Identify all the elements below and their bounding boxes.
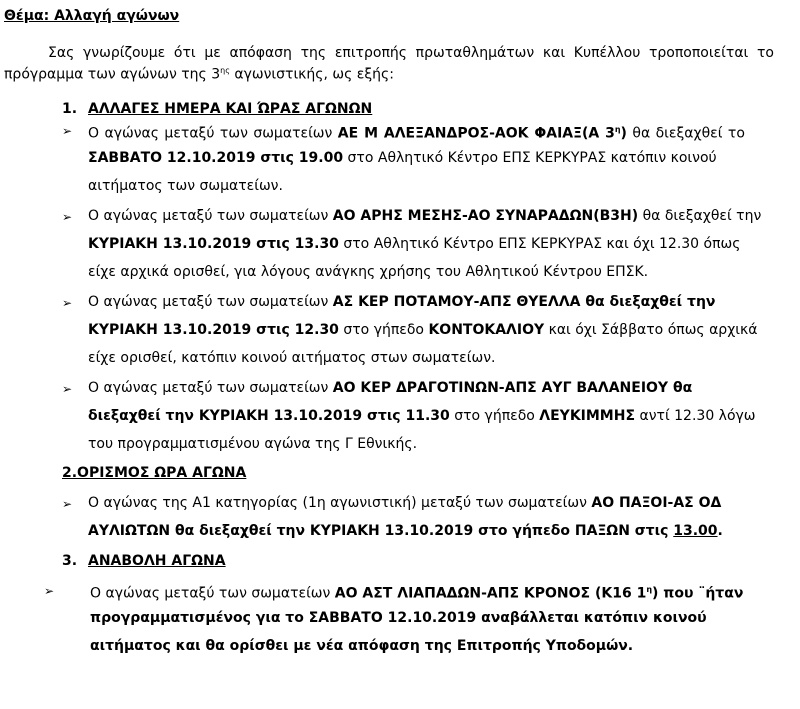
bullet-arrow-icon: ➢ bbox=[44, 584, 55, 598]
bullet-arrow-icon: ➢ bbox=[62, 497, 73, 511]
s2-item-1: Ο αγώνας της Α1 κατηγορίας (1η αγωνιστική) μεταξύ των σωματείων ΑΟ ΠΑΞΟΙ-ΑΣ ΟΔ ΑΥΛΙΩΤΩΝ θα διεξαχθεί την ΚΥΡΙΑΚΗ 13.10.2019 στο γήπεδο ΠΑΞΩΝ στις 13.00. bbox=[88, 495, 723, 539]
subject-heading: Θέμα: Αλλαγή αγώνων bbox=[4, 8, 180, 24]
bullet-arrow-icon: ➢ bbox=[62, 382, 73, 396]
s1-item-4: Ο αγώνας μεταξύ των σωματείων ΑΟ ΚΕΡ ΔΡΑΓΟΤΙΝΩΝ-ΑΠΣ ΑΥΓ ΒΑΛΑΝΕΙΟΥ θα διεξαχθεί την ΚΥΡΙΑΚΗ 13.10.2019 στις 11.30 στο γήπεδο ΛΕΥΚΙΜΜΗΣ αντί 12.30 λόγω του προγραμματισμένου αγώνα της Γ Εθνικής. bbox=[88, 380, 756, 452]
intro-line-1: Σας γνωρίζουμε ότι με απόφαση της επιτροπής πρωταθλημάτων και Κυπέλλου τροποποιείται το bbox=[48, 45, 774, 61]
section-1-heading: 1. ΑΛΛΑΓΕΣ ΗΜΕΡΑ ΚΑΙ ΏΡΑΣ ΑΓΩΝΩΝ bbox=[62, 101, 373, 117]
bullet-arrow-icon: ➢ bbox=[62, 296, 73, 310]
s1-item-1: Ο αγώνας μεταξύ των σωματείων ΑΕ Μ ΑΛΕΞΑΝΔΡΟΣ-ΑΟΚ ΦΑΙΑΞ(Α $3^\eta$) θα διεξαχθεί το ΣΑΒΒΑΤΟ 12.10.2019 στις 19.00 στο Αθλητικό Κέντρο ΕΠΣ ΚΕΡΚΥΡΑΣ κατόπιν κοινού αιτήματος των σωματείων. bbox=[88, 125, 745, 194]
intro-line-2: πρόγραμμα των αγώνων της $3^{\eta\varsigma}$ αγωνιστικής, ως εξής: bbox=[4, 66, 394, 83]
section-3-heading: 3. ΑΝΑΒΟΛΗ ΑΓΩΝΑ bbox=[62, 553, 226, 569]
intro-paragraph bbox=[4, 44, 774, 84]
bullet-arrow-icon: ➢ bbox=[62, 124, 73, 138]
section-2-heading: 2.ΟΡΙΣΜΟΣ ΩΡΑ ΑΓΩΝΑ bbox=[62, 465, 247, 481]
s3-item-1: Ο αγώνας μεταξύ των σωματείων ΑΟ ΑΣΤ ΛΙΑΠΑΔΩΝ-ΑΠΣ ΚΡΟΝΟΣ (Κ16 $1^\eta$) που ¨ήταν προγραμματισμένος για το ΣΑΒΒΑΤΟ 12.10.2019 αναβάλλεται κατόπιν κοινού αιτήματος και θα ορίσθει με νέα απόφαση της Επιτροπής Υποδομών. bbox=[90, 585, 744, 654]
s1-item-3: Ο αγώνας μεταξύ των σωματείων ΑΣ ΚΕΡ ΠΟΤΑΜΟΥ-ΑΠΣ ΘΥΕΛΛΑ θα διεξαχθεί την ΚΥΡΙΑΚΗ 13.10.2019 στις 12.30 στο γήπεδο ΚΟΝΤΟΚΑΛΙΟΥ και όχι Σάββατο όπως αρχικά είχε ορισθεί, κατόπιν κοινού αιτήματος στων σωματείων. bbox=[88, 294, 758, 366]
bullet-arrow-icon: ➢ bbox=[62, 210, 73, 224]
s1-item-2: Ο αγώνας μεταξύ των σωματείων ΑΟ ΑΡΗΣ ΜΕΣΗΣ-ΑΟ ΣΥΝΑΡΑΔΩΝ(Β3Η) θα διεξαχθεί την ΚΥΡΙΑΚΗ 13.10.2019 στις 13.30 στο Αθλητικό Κέντρο ΕΠΣ ΚΕΡΚΥΡΑΣ και όχι 12.30 όπως είχε αρχικά ορισθεί, για λόγους ανάγκης χρήσης του Αθλητικού Κέντρου ΕΠΣΚ. bbox=[88, 208, 762, 280]
